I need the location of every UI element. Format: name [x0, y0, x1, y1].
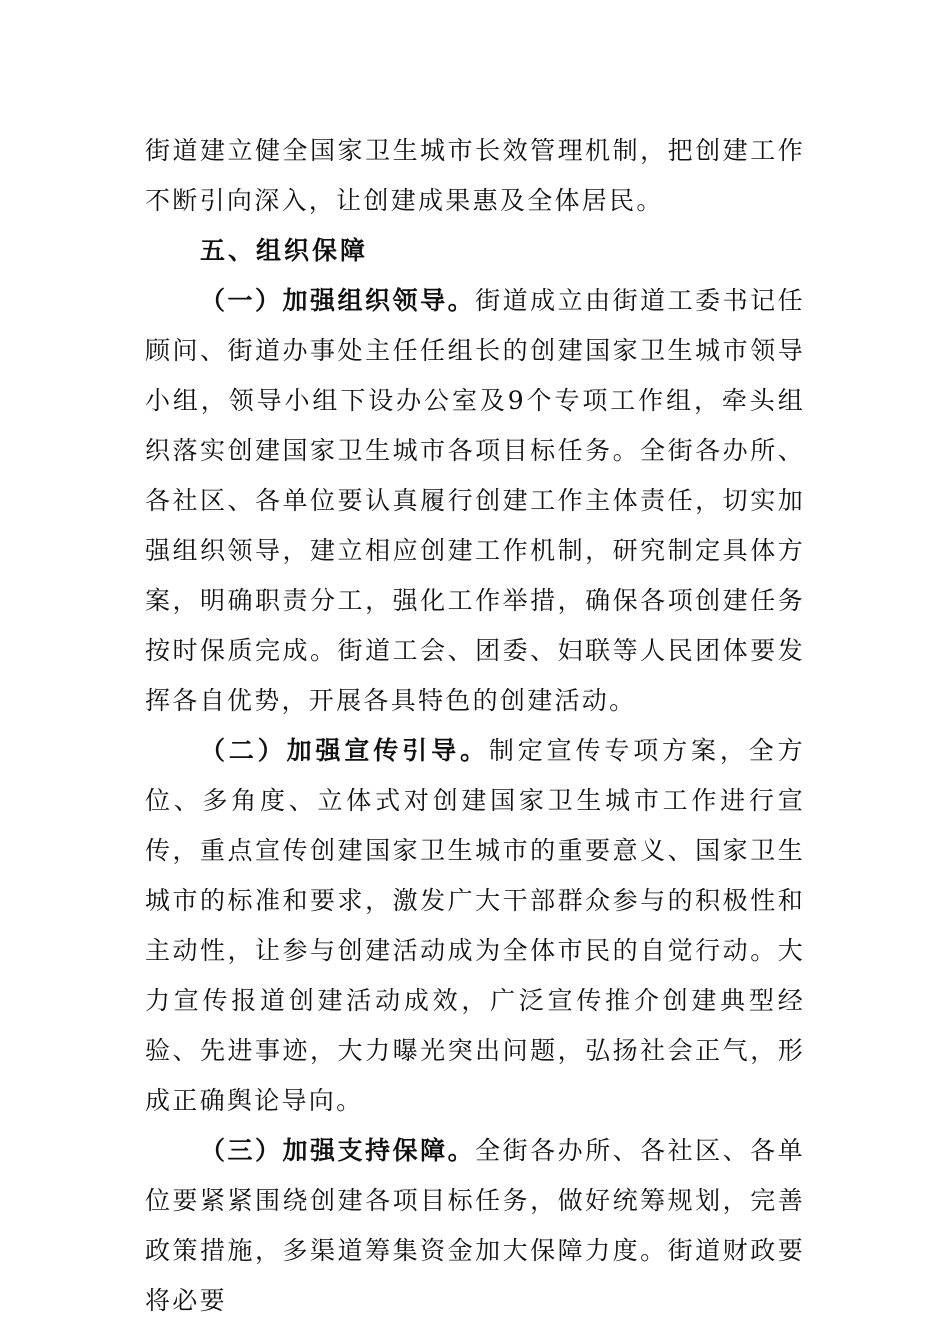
paragraph-body: 制定宣传专项方案，全方位、多角度、立体式对创建国家卫生城市工作进行宣传，重点宣传创建国家卫生城市的重要意义、国家卫生城市的标准和要求，激发广大干部群众参与的积极性和主动性，让参与创建活动成为全体市民的自觉行动。大力宣传报道创建活动成效，广泛宣传推介创建典型经验、先进事迹，大力曝光突出问题，弘扬社会正气，形成正确舆论导向。	[145, 736, 805, 1115]
paragraph-publicity-guidance	[145, 726, 805, 1126]
paragraph-support-guarantee	[145, 1126, 805, 1326]
opening-paragraph-text: 街道建立健全国家卫生城市长效管理机制，把创建工作不断引向深入，让创建成果惠及全体居民。	[145, 136, 805, 215]
paragraph-lead: （一）加强组织领导。	[200, 286, 476, 315]
section-heading: 五、组织保障	[200, 236, 369, 265]
paragraph-organization-leadership	[145, 276, 805, 726]
document-body	[145, 126, 805, 1326]
paragraph-lead: （二）加强宣传引导。	[200, 736, 489, 765]
paragraph-body: 全街各办所、各社区、各单位要紧紧围绕创建各项目标任务，做好统筹规划，完善政策措施，多渠道筹集资金加大保障力度。街道财政要将必要	[145, 1136, 805, 1315]
paragraph-body: 街道成立由街道工委书记任顾问、街道办事处主任任组长的创建国家卫生城市领导小组，领导小组下设办公室及9个专项工作组，牵头组织落实创建国家卫生城市各项目标任务。全街各办所、各社区、各单位要认真履行创建工作主体责任，切实加强组织领导，建立相应创建工作机制，研究制定具体方案，明确职责分工，强化工作举措，确保各项创建任务按时保质完成。街道工会、团委、妇联等人民团体要发挥各自优势，开展各具特色的创建活动。	[145, 286, 805, 715]
paragraph-lead: （三）加强支持保障。	[200, 1136, 476, 1165]
opening-paragraph	[145, 126, 805, 226]
